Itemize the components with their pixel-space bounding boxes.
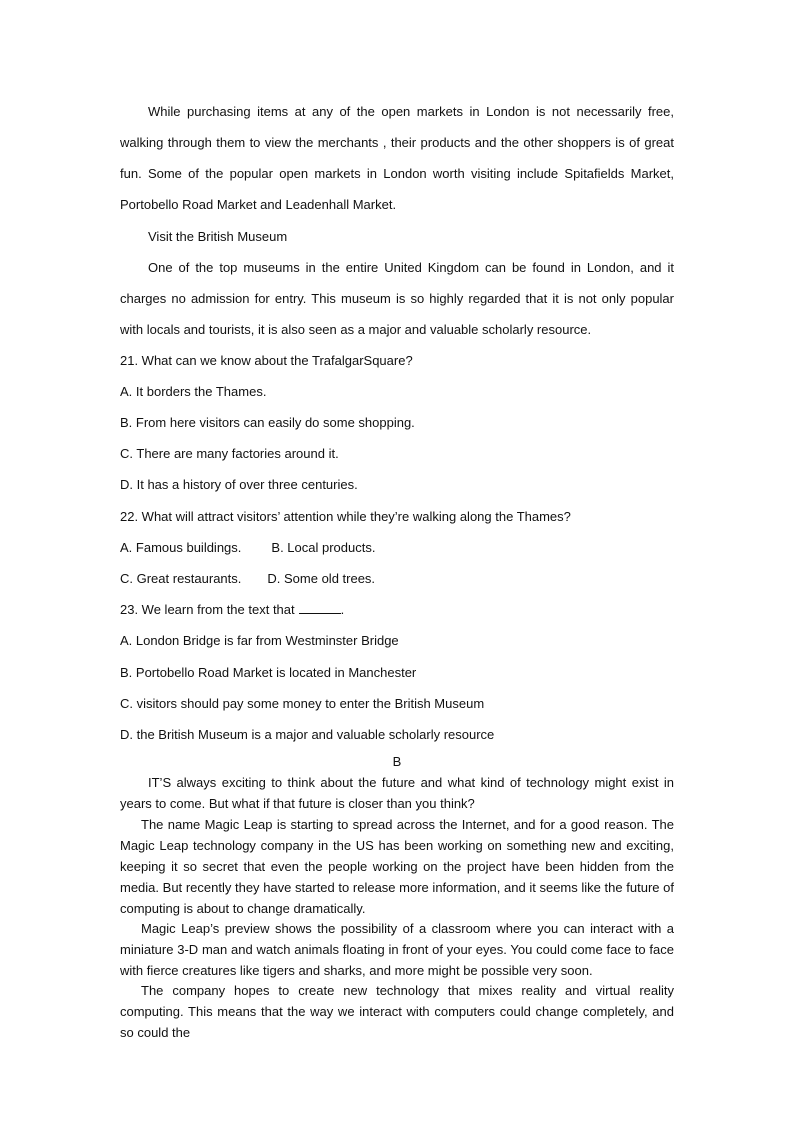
question-22-options-row-2 xyxy=(120,569,375,589)
question-22-option-c: C. Great restaurants. xyxy=(120,571,242,586)
museum-paragraph: One of the top museums in the entire United Kingdom can be found in London, and it charges no admission for entry. This museum is so highly regarded that it is not only popular with locals and tourists, it is also seen as a major and valuable scholarly resource. xyxy=(120,260,674,337)
question-23-stem: 23. We learn from the text that xyxy=(120,602,295,617)
question-23-option-d: D. the British Museum is a major and valuable scholarly resource xyxy=(120,727,495,742)
question-21-stem: 21. What can we know about the TrafalgarSquare? xyxy=(120,353,413,368)
question-23-option-b: B. Portobello Road Market is located in Manchester xyxy=(120,665,417,680)
museum-heading: Visit the British Museum xyxy=(148,229,288,244)
question-22-option-a: A. Famous buildings. xyxy=(120,540,242,555)
passage-b-paragraph-2: The name Magic Leap is starting to spread across the Internet, and for a good reason. The Magic Leap technology company in the US has been working on something new and exciting, keeping it so secret that even the people working on the project have been hidden from the media. But recently they have started to release more information, and it seems like the future of computing is about to change dramatically. xyxy=(120,817,674,916)
question-23-stem-end: . xyxy=(340,602,345,617)
question-21-option-a: A. It borders the Thames. xyxy=(120,384,267,399)
section-letter-b: B xyxy=(392,754,402,769)
passage-b-paragraph-4: The company hopes to create new technology that mixes reality and virtual reality computing. This means that the way we interact with computers could change completely, and so could the xyxy=(120,983,674,1040)
question-22-option-d: D. Some old trees. xyxy=(267,571,376,586)
question-22-options-row-1 xyxy=(120,538,375,558)
question-21-option-d: D. It has a history of over three centuries. xyxy=(120,477,358,492)
question-21-option-c: C. There are many factories around it. xyxy=(120,446,339,461)
question-22-option-b: B. Local products. xyxy=(271,540,376,555)
passage-b-paragraph-3: Magic Leap’s preview shows the possibility of a classroom where you can interact with a miniature 3-D man and watch animals floating in front of your eyes. You could come face to face with fierce creatures like tigers and sharks, and more might be possible very soon. xyxy=(120,921,674,978)
passage-b-paragraph-1: IT’S always exciting to think about the future and what kind of technology might exist in years to come. But what if that future is closer than you think? xyxy=(120,775,674,811)
question-21-option-b: B. From here visitors can easily do some shopping. xyxy=(120,415,415,430)
answer-blank xyxy=(299,601,341,614)
question-23-option-a: A. London Bridge is far from Westminster Bridge xyxy=(120,633,399,648)
question-23-stem-line xyxy=(120,600,344,620)
markets-paragraph: While purchasing items at any of the open markets in London is not necessarily free, walking through them to view the merchants , their products and the other shoppers is of great fun. Some of the popular open markets in London worth visiting include Spitafields Market, Portobello Road Market and Leadenhall Market. xyxy=(120,104,674,212)
question-22-stem: 22. What will attract visitors’ attention while they’re walking along the Thames? xyxy=(120,509,571,524)
question-23-option-c: C. visitors should pay some money to enter the British Museum xyxy=(120,696,485,711)
